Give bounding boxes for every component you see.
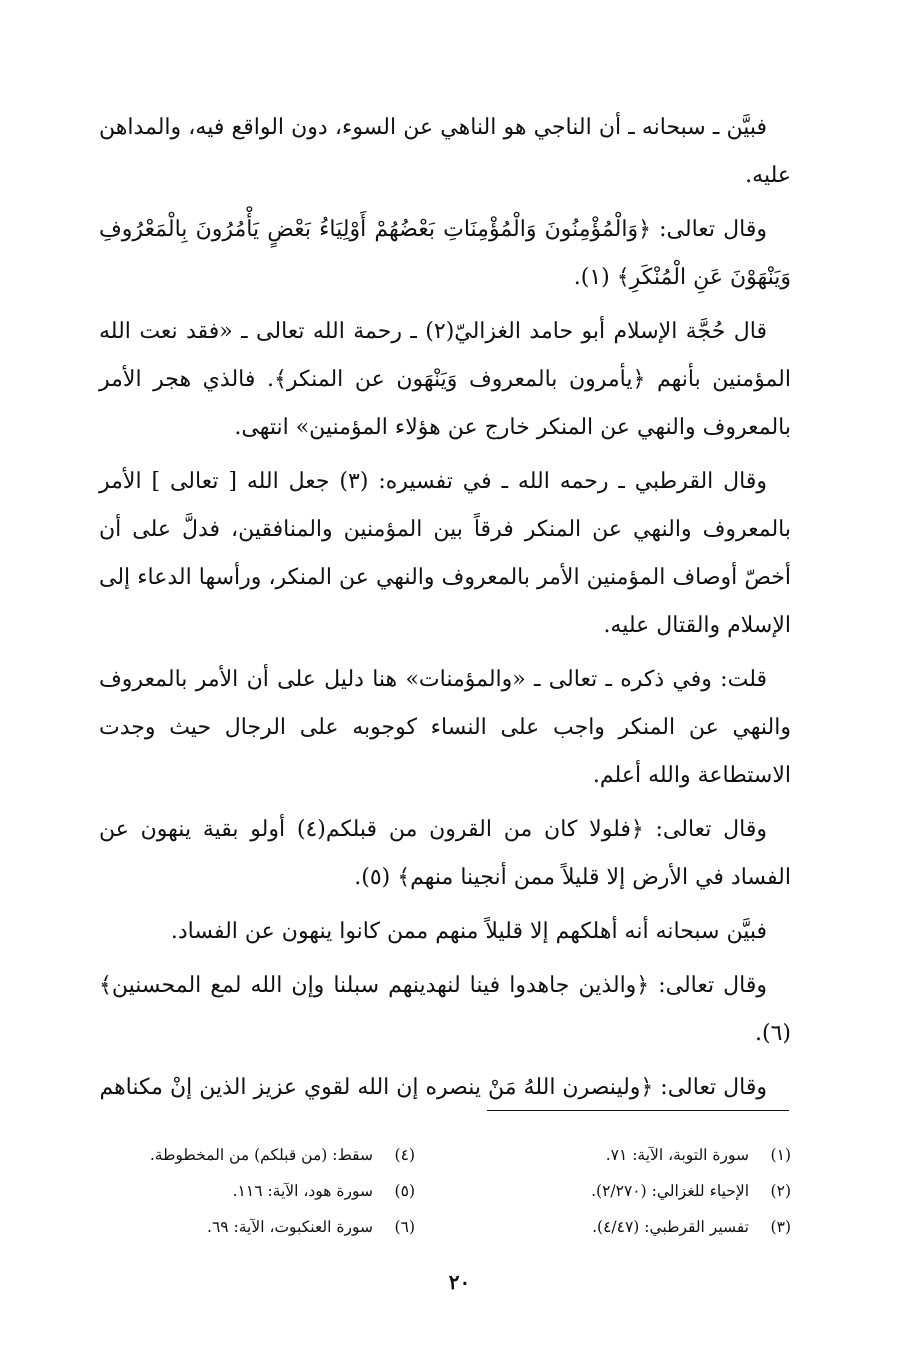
paragraph: قلت: وفي ذكره ـ تعالى ـ «والمؤمنات» هنا دليل على أن الأمر بالمعروف والنهي عن المنكر واجب على النساء كوجوبه على الرجال حيث وجدت الاستطاعة والله أعلم. xyxy=(99,667,791,788)
main-text xyxy=(99,104,791,1118)
footnotes xyxy=(99,1137,791,1245)
footnote xyxy=(475,1173,791,1209)
footnote-number: (٤) xyxy=(394,1146,415,1164)
footnotes-left-column xyxy=(99,1137,415,1245)
paragraph: وقال تعالى: ﴿ولينصرن اللهُ مَنْ ينصره إن الله لقوي عزيز الذين إنْ مكناهم xyxy=(99,1075,767,1100)
footnote-text: سقط: (من قبلكم) من المخطوطة. xyxy=(149,1146,373,1164)
footnote-number: (٣) xyxy=(770,1218,791,1236)
footnote-text: سورة العنكبوت، الآية: ٦٩. xyxy=(207,1218,373,1236)
paragraph: وقال تعالى: ﴿والذين جاهدوا فينا لنهدينهم سبلنا وإن الله لمع المحسنين﴾ (٦). xyxy=(99,973,791,1046)
footnote-number: (٦) xyxy=(394,1218,415,1236)
footnote-number: (١) xyxy=(770,1146,791,1164)
footnote xyxy=(99,1137,415,1173)
paragraph: فبيَّن سبحانه أنه أهلكهم إلا قليلاً منهم ممن كانوا ينهون عن الفساد. xyxy=(170,919,767,944)
paragraph: فبيَّن ـ سبحانه ـ أن الناجي هو الناهي عن السوء، دون الواقع فيه، والمداهن عليه. xyxy=(99,115,791,188)
footnote-text: سورة التوبة، الآية: ٧١. xyxy=(605,1146,749,1164)
paragraph: قال حُجَّة الإسلام أبو حامد الغزاليّ(٢) ـ رحمة الله تعالى ـ «فقد نعت الله المؤمنين بأنهم ﴿يأمرون بالمعروف وَيَنْهَون عن المنكر﴾. فالذي هجر الأمر بالمعروف والنهي عن المنكر خارج عن هؤلاء المؤمنين» انتهى. xyxy=(99,319,791,440)
footnote-number: (٢) xyxy=(770,1182,791,1200)
paragraph: وقال تعالى: ﴿فلولا كان من القرون من قبلكم(٤) أولو بقية ينهون عن الفساد في الأرض إلا قليلاً ممن أنجينا منهم﴾ (٥). xyxy=(99,817,791,890)
footnote xyxy=(475,1209,791,1245)
paragraph: وقال القرطبي ـ رحمه الله ـ في تفسيره: (٣) جعل الله [ تعالى ] الأمر بالمعروف والنهي عن المنكر فرقاً بين المؤمنين والمنافقين، فدلَّ على أن أخصّ أوصاف المؤمنين الأمر بالمعروف والنهي عن المنكر، ورأسها الدعاء إلى الإسلام والقتال عليه. xyxy=(99,469,791,638)
page-number: ٢٠ xyxy=(448,1270,471,1294)
footnote xyxy=(99,1209,415,1245)
footnote xyxy=(475,1137,791,1173)
paragraph: وقال تعالى: ﴿وَالْمُؤْمِنُونَ وَالْمُؤْمِنَاتِ بَعْضُهُمْ أَوْلِيَاءُ بَعْضٍ يَأْمُرُونَ بِالْمَعْرُوفِ وَيَنْهَوْنَ عَنِ الْمُنْكَرِ﴾ (١). xyxy=(99,217,791,290)
footnote-text: الإحياء للغزالي: (٢/٢٧٠). xyxy=(591,1182,749,1200)
footnote-separator xyxy=(487,1110,789,1111)
footnote xyxy=(99,1173,415,1209)
footnote-number: (٥) xyxy=(394,1182,415,1200)
footnotes-right-column xyxy=(475,1137,791,1245)
footnote-text: سورة هود، الآية: ١١٦. xyxy=(232,1182,373,1200)
footnote-text: تفسير القرطبي: (٤/٤٧). xyxy=(592,1218,749,1236)
